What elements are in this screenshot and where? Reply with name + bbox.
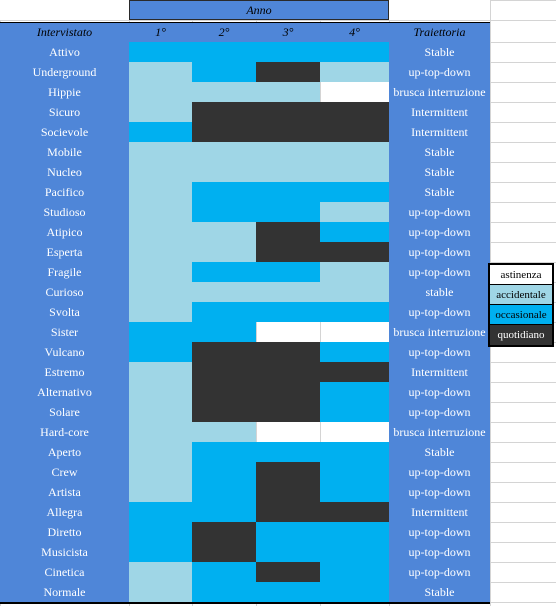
year-cell <box>256 362 320 382</box>
year-cell <box>192 402 256 422</box>
trajectory-value: up-top-down <box>389 302 490 322</box>
year-cell <box>129 422 192 442</box>
year-cell <box>256 402 320 422</box>
grid-line <box>0 20 556 21</box>
year-cell <box>320 422 389 442</box>
year-cell <box>256 242 320 262</box>
trajectory-value: Intermittent <box>389 102 490 122</box>
year-cell <box>192 102 256 122</box>
year-cell <box>256 202 320 222</box>
trajectory-value: brusca interruzione <box>389 422 490 442</box>
year-cell <box>129 322 192 342</box>
year-cell <box>256 342 320 362</box>
interviewee-name: Svolta <box>0 302 129 322</box>
trajectory-value: up-top-down <box>389 542 490 562</box>
year-cell <box>129 62 192 82</box>
year-cell <box>129 482 192 502</box>
year-cell <box>320 162 389 182</box>
legend-item-astinenza: astinenza <box>490 265 552 285</box>
interviewee-name: Vulcano <box>0 342 129 362</box>
year-cell <box>192 342 256 362</box>
trajectory-value: up-top-down <box>389 402 490 422</box>
interviewee-name: Crew <box>0 462 129 482</box>
year-cell <box>320 202 389 222</box>
year-cell <box>192 282 256 302</box>
trajectory-value: Stable <box>389 142 490 162</box>
year-cell <box>320 502 389 522</box>
legend <box>488 263 554 347</box>
year-cell <box>256 422 320 442</box>
year-cell <box>129 502 192 522</box>
interviewee-name: Studioso <box>0 202 129 222</box>
year-cell <box>320 142 389 162</box>
header-interviewee: Intervistato <box>0 22 129 42</box>
year-cell <box>192 222 256 242</box>
header-blank-right <box>389 0 490 20</box>
interviewee-name: Pacifico <box>0 182 129 202</box>
trajectory-value: up-top-down <box>389 462 490 482</box>
year-cell <box>192 142 256 162</box>
year-cell <box>192 382 256 402</box>
year-cell <box>129 562 192 582</box>
year-cell <box>192 322 256 342</box>
interviewee-name: Mobile <box>0 142 129 162</box>
trajectory-value: up-top-down <box>389 242 490 262</box>
year-cell <box>256 62 320 82</box>
trajectory-value: Stable <box>389 582 490 602</box>
year-cell <box>129 522 192 542</box>
year-cell <box>256 582 320 602</box>
year-cell <box>256 322 320 342</box>
year-cell <box>192 562 256 582</box>
year-cell <box>129 462 192 482</box>
year-cell <box>192 42 256 62</box>
interviewee-name: Artista <box>0 482 129 502</box>
year-cell <box>129 142 192 162</box>
header-blank-left <box>0 0 129 20</box>
year-cell <box>320 242 389 262</box>
year-cell <box>256 162 320 182</box>
year-cell <box>129 302 192 322</box>
year-cell <box>320 342 389 362</box>
trajectory-value: up-top-down <box>389 202 490 222</box>
interviewee-name: Attivo <box>0 42 129 62</box>
year-cell <box>192 202 256 222</box>
trajectory-value: Intermittent <box>389 122 490 142</box>
year-cell <box>256 382 320 402</box>
year-cell <box>192 422 256 442</box>
year-cell <box>129 442 192 462</box>
year-cell <box>129 42 192 62</box>
year-cell <box>129 182 192 202</box>
year-cell <box>320 322 389 342</box>
trajectory-value: Intermittent <box>389 362 490 382</box>
interviewee-name: Sister <box>0 322 129 342</box>
year-cell <box>256 262 320 282</box>
year-cell <box>320 562 389 582</box>
year-cell <box>192 302 256 322</box>
trajectory-value: up-top-down <box>389 522 490 542</box>
year-cell <box>256 522 320 542</box>
interviewee-name: Cinetica <box>0 562 129 582</box>
interviewee-name: Allegra <box>0 502 129 522</box>
year-cell <box>192 262 256 282</box>
year-cell <box>320 42 389 62</box>
year-cell <box>129 222 192 242</box>
year-cell <box>129 162 192 182</box>
year-cell <box>256 142 320 162</box>
year-cell <box>192 122 256 142</box>
legend-item-occasionale: occasionale <box>490 305 552 325</box>
year-cell <box>256 482 320 502</box>
trajectory-value: Stable <box>389 162 490 182</box>
year-cell <box>320 302 389 322</box>
year-cell <box>256 222 320 242</box>
header-year-4: 4° <box>320 22 389 42</box>
interviewee-name: Curioso <box>0 282 129 302</box>
year-cell <box>192 582 256 602</box>
interviewee-name: Normale <box>0 582 129 602</box>
interviewee-name: Sicuro <box>0 102 129 122</box>
header-year-1: 1° <box>129 22 192 42</box>
interviewee-name: Estremo <box>0 362 129 382</box>
interviewee-name: Aperto <box>0 442 129 462</box>
year-cell <box>320 462 389 482</box>
legend-item-accidentale: accidentale <box>490 285 552 305</box>
year-cell <box>320 442 389 462</box>
trajectory-value: brusca interruzione <box>389 322 490 342</box>
interviewee-name: Hippie <box>0 82 129 102</box>
year-cell <box>256 562 320 582</box>
trajectory-value: up-top-down <box>389 262 490 282</box>
year-cell <box>129 542 192 562</box>
year-cell <box>256 502 320 522</box>
year-cell <box>320 402 389 422</box>
header-group-anno: Anno <box>129 0 389 20</box>
interviewee-name: Esperta <box>0 242 129 262</box>
year-cell <box>256 542 320 562</box>
year-cell <box>129 122 192 142</box>
interviewee-name: Underground <box>0 62 129 82</box>
year-cell <box>256 282 320 302</box>
year-cell <box>129 262 192 282</box>
trajectory-value: stable <box>389 282 490 302</box>
year-cell <box>129 382 192 402</box>
interviewee-name: Fragile <box>0 262 129 282</box>
interviewee-name: Hard-core <box>0 422 129 442</box>
year-cell <box>320 222 389 242</box>
interviewee-name: Musicista <box>0 542 129 562</box>
year-cell <box>129 202 192 222</box>
year-cell <box>192 462 256 482</box>
year-cell <box>256 182 320 202</box>
year-cell <box>320 262 389 282</box>
year-cell <box>192 82 256 102</box>
year-cell <box>192 242 256 262</box>
trajectory-value: up-top-down <box>389 482 490 502</box>
year-cell <box>192 502 256 522</box>
year-cell <box>320 542 389 562</box>
header-year-2: 2° <box>192 22 256 42</box>
year-cell <box>320 382 389 402</box>
trajectory-value: brusca interruzione <box>389 82 490 102</box>
interviewee-name: Solare <box>0 402 129 422</box>
year-cell <box>129 82 192 102</box>
trajectory-value: Stable <box>389 42 490 62</box>
interviewee-name: Atipico <box>0 222 129 242</box>
year-cell <box>256 82 320 102</box>
year-cell <box>129 282 192 302</box>
year-cell <box>320 102 389 122</box>
header-year-3: 3° <box>256 22 320 42</box>
header-trajectory: Traiettoria <box>389 22 490 42</box>
year-cell <box>192 362 256 382</box>
year-cell <box>192 182 256 202</box>
year-cell <box>192 162 256 182</box>
legend-item-quotidiano: quotidiano <box>490 325 552 345</box>
year-cell <box>320 62 389 82</box>
year-cell <box>192 542 256 562</box>
year-cell <box>320 482 389 502</box>
year-cell <box>320 362 389 382</box>
year-cell <box>129 102 192 122</box>
table-bottom-border <box>0 602 490 604</box>
year-cell <box>320 122 389 142</box>
year-cell <box>256 302 320 322</box>
year-cell <box>256 102 320 122</box>
trajectory-value: up-top-down <box>389 222 490 242</box>
year-cell <box>129 342 192 362</box>
year-cell <box>320 182 389 202</box>
trajectory-value: up-top-down <box>389 62 490 82</box>
year-cell <box>192 62 256 82</box>
year-cell <box>256 442 320 462</box>
year-cell <box>129 362 192 382</box>
trajectory-value: Stable <box>389 182 490 202</box>
year-cell <box>192 442 256 462</box>
year-cell <box>320 582 389 602</box>
interviewee-name: Socievole <box>0 122 129 142</box>
trajectory-value: up-top-down <box>389 342 490 362</box>
year-cell <box>256 462 320 482</box>
interviewee-name: Diretto <box>0 522 129 542</box>
trajectory-value: up-top-down <box>389 562 490 582</box>
year-cell <box>256 122 320 142</box>
year-cell <box>320 282 389 302</box>
interviewee-name: Alternativo <box>0 382 129 402</box>
year-cell <box>320 522 389 542</box>
year-cell <box>256 42 320 62</box>
year-cell <box>129 242 192 262</box>
trajectory-value: Intermittent <box>389 502 490 522</box>
year-cell <box>192 522 256 542</box>
year-cell <box>129 582 192 602</box>
interviewee-name: Nucleo <box>0 162 129 182</box>
trajectory-value: up-top-down <box>389 382 490 402</box>
year-cell <box>320 82 389 102</box>
year-cell <box>192 482 256 502</box>
year-cell <box>129 402 192 422</box>
trajectory-value: Stable <box>389 442 490 462</box>
